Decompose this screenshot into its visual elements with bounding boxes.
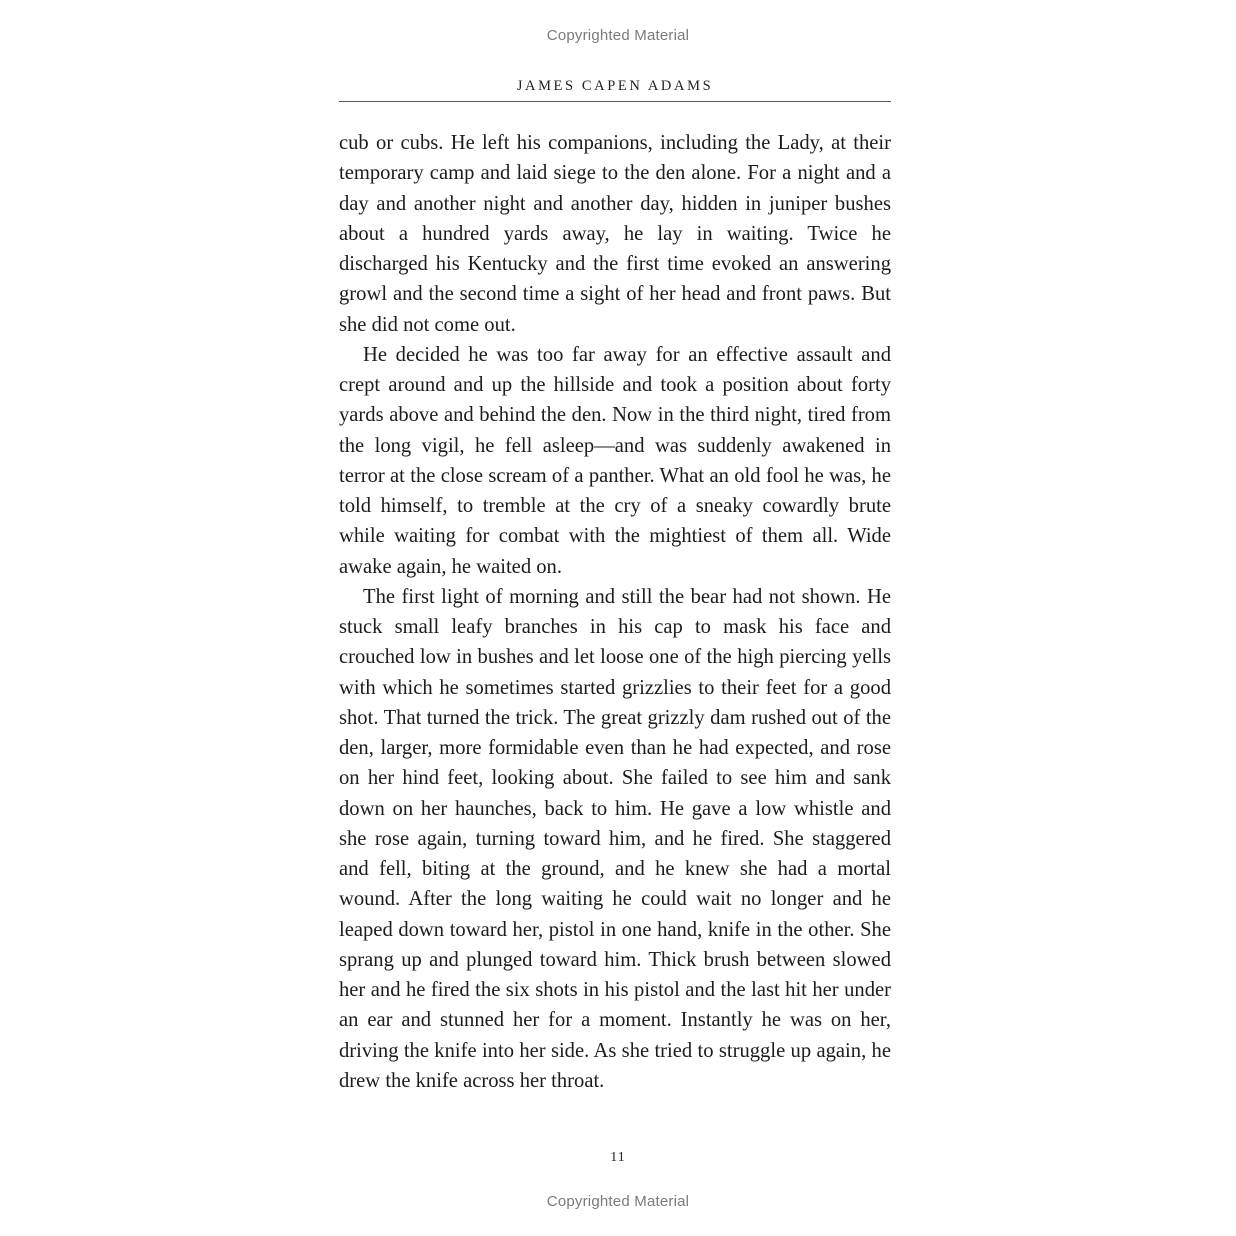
header-rule (339, 101, 891, 102)
paragraph: cub or cubs. He left his companions, including the Lady, at their temporary camp and laid siege to the den alone. For a night and a day and another night and another day, hidden in juniper bushes about a hundred yards away, he lay in waiting. Twice he discharged his Kentucky and the first time evoked an answering growl and the second time a sight of her head and front paws. But she did not come out. (339, 132, 891, 336)
paragraph: He decided he was too far away for an effective assault and crept around and up the hillside and took a position about forty yards above and behind the den. Now in the third night, tired from the long vigil, he fell asleep—and was suddenly awakened in terror at the close scream of a panther. What an old fool he was, he told himself, to tremble at the cry of a sneaky cowardly brute while waiting for combat with the mightiest of them all. Wide awake again, he waited on. (339, 343, 891, 578)
running-head: JAMES CAPEN ADAMS (516, 78, 714, 94)
copyright-watermark-bottom: Copyrighted Material (546, 1193, 690, 1210)
copyright-watermark-top: Copyrighted Material (546, 27, 690, 44)
body-text (339, 128, 891, 1096)
paragraph: The first light of morning and still the bear had not shown. He stuck small leafy branches in his cap to mask his face and crouched low in bushes and let loose one of the high piercing yells with which he sometimes started grizzlies to their feet for a good shot. That turned the trick. The great grizzly dam rushed out of the den, larger, more formidable even than he had expected, and rose on her hind feet, looking about. She failed to see him and sank down on her haunches, back to him. He gave a low whistle and she rose again, turning toward him, and he fired. She staggered and fell, biting at the ground, and he knew she had a mortal wound. After the long waiting he could wait no longer and he leaped down toward her, pistol in one hand, knife in the other. She sprang up and plunged toward him. Thick brush between slowed her and he fired the six shots in his pistol and the last hit her under an ear and stunned her for a moment. Instantly he was on her, driving the knife into her side. As she tried to struggle up again, he drew the knife across her throat. (339, 585, 891, 1092)
page-number: 11 (610, 1150, 626, 1165)
